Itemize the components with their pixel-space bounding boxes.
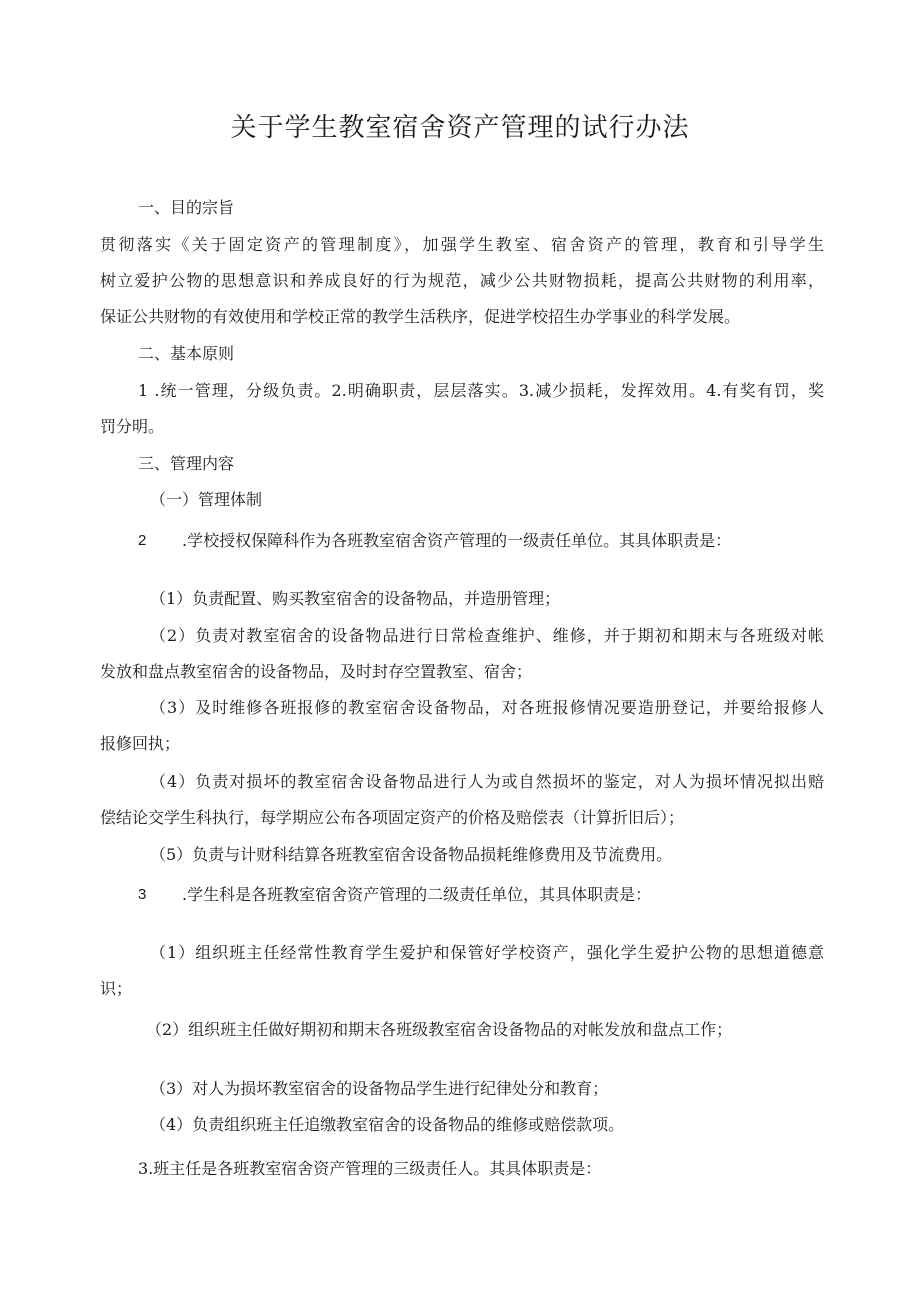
section-heading-management: 三、管理内容 (138, 454, 235, 473)
item-text: .学校授权保障科作为各班教室宿舍资产管理的一级责任单位。其具体职责是： (182, 531, 732, 550)
item-text: 3.班主任是各班教室宿舍资产管理的三级责任人。其具体职责是： (138, 1159, 602, 1178)
item-text: .学生科是各班教室宿舍资产管理的二级责任单位，其具体职责是： (182, 885, 652, 904)
duty-item: （4）负责组织班主任追缴教室宿舍的设备物品的维修或赔偿款项。 (150, 1115, 625, 1134)
document-title: 关于学生教室宿舍资产管理的试行办法 (230, 113, 690, 143)
paragraph-line: 罚分明。 (100, 417, 165, 436)
duty-item: （3）及时维修各班报修的教室宿舍设备物品，对各班报修情况要造册登记，并要给报修人 (150, 698, 824, 717)
item-number: 3 (138, 886, 147, 903)
subsection-heading: （一）管理体制 (150, 490, 263, 509)
duty-item-continued: 报修回执； (100, 734, 181, 753)
item-number: 2 (138, 532, 147, 549)
duty-item: （1）组织班主任经常性教育学生爱护和保管好学校资产，强化学生爱护公物的思想道德意 (150, 943, 824, 962)
section-heading-purpose: 一、目的宗旨 (138, 198, 235, 217)
paragraph-line: 树立爱护公物的思想意识和养成良好的行为规范，减少公共财物损耗，提高公共财物的利用率， (100, 271, 824, 290)
duty-item: （3）对人为损坏教室宿舍的设备物品学生进行纪律处分和教育； (150, 1079, 609, 1098)
duty-item: （4）负责对损坏的教室宿舍设备物品进行人为或自然损坏的鉴定，对人为损坏情况拟出赔 (150, 772, 824, 791)
duty-item-continued: 识； (100, 979, 133, 998)
duty-item: （2）组织班主任做好期初和期末各班级教室宿舍设备物品的对帐发放和盘点工作； (146, 1020, 733, 1039)
paragraph-line: 贯彻落实《关于固定资产的管理制度》，加强学生教室、宿舍资产的管理，教育和引导学生 (100, 235, 824, 254)
duty-item: （5）负责与计财科结算各班教室宿舍设备物品损耗维修费用及节流费用。 (150, 845, 673, 864)
section-heading-principles: 二、基本原则 (138, 344, 235, 363)
paragraph-line: 保证公共财物的有效使用和学校正常的教学生活秩序，促进学校招生办学事业的科学发展。 (100, 307, 741, 326)
duty-item-continued: 发放和盘点教室宿舍的设备物品，及时封存空置教室、宿舍； (100, 662, 533, 681)
duty-item-continued: 偿结论交学生科执行，每学期应公布各项固定资产的价格及赔偿表（计算折旧后）； (100, 808, 685, 827)
duty-item: （1）负责配置、购买教室宿舍的设备物品，并造册管理； (150, 589, 561, 608)
duty-item: （2）负责对教室宿舍的设备物品进行日常检查维护、维修，并于期初和期末与各班级对帐 (150, 626, 824, 645)
paragraph-line: 1 .统一管理，分级负责。2.明确职责，层层落实。3.减少损耗，发挥效用。4.有奖有罚，奖 (138, 381, 824, 400)
